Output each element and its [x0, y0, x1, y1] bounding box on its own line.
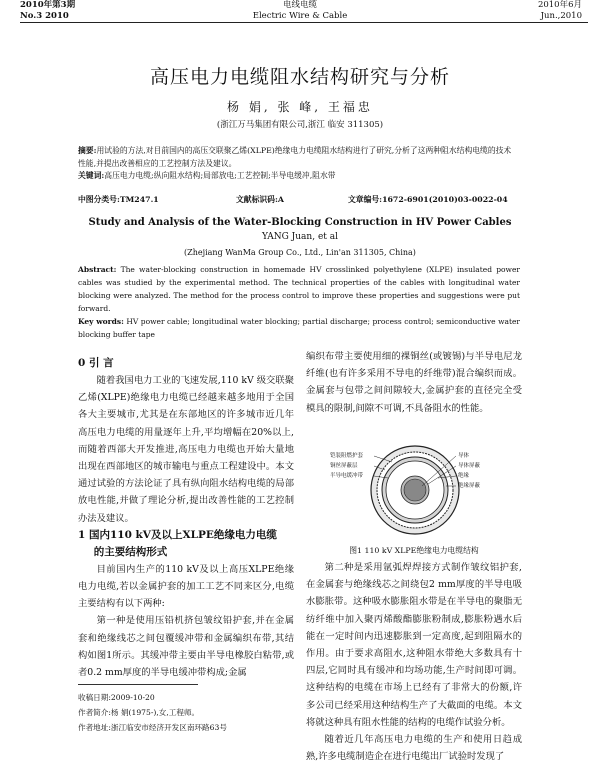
en-keywords-text: HV power cable; longitudinal water blocking; partial discharge; process control; semiconductive water blocking buffer tape	[78, 317, 520, 339]
fig-label-conductor-screen: 导体屏蔽	[458, 463, 481, 469]
paragraph: 第一种是使用压铅机挤包皱纹铅护套,并在金属套和绝缘线芯之间包覆缓冲带和金属编织布带,其结构如图1所示。其缓冲带主要由半导电橡胶白粘带,或者0.2 mm厚度的半导电缓冲带构成;金属	[78, 615, 294, 679]
received-date: 收稿日期:2009-10-20	[78, 693, 155, 702]
running-header	[0, 0, 600, 22]
paragraph: 编织布带主要使用细的裸铜丝(或镀锡)与半导电尼龙纤维(也有许多采用不导电的纤维带)混合编织而成。金属套与包带之间间隙较大,金属护套的直径完全受模具的限制,间隙不可调,不具备阻水的性能。	[306, 351, 522, 414]
right-column-lower	[306, 559, 522, 765]
fig-label-insulation-screen: 绝缘屏蔽	[458, 483, 481, 489]
en-abstract-label: Abstract:	[78, 265, 117, 274]
en-abstract-block	[78, 263, 520, 341]
fig-label-copper-screen: 铜丝屏蔽层	[330, 463, 358, 469]
section-heading-structure: 1 国内110 kV及以上XLPE绝缘电力电缆	[78, 528, 277, 541]
section-heading-intro: 0 引 言	[78, 357, 114, 369]
english-authors: YANG Juan, et al	[261, 232, 338, 242]
paragraph: 随着近几年高压电力电缆的生产和使用日趋成熟,许多电缆制造企在进行电缆出厂试验时发现了	[306, 734, 522, 763]
footnote-rule	[78, 684, 198, 685]
cn-abstract-block	[78, 145, 518, 183]
fig-label-buffer-tape: 半导电缓冲带	[330, 473, 364, 479]
en-abstract-text: The water-blocking construction in homemade HV crosslinked polyethylene (XLPE) insulated power cables was studied by the experimental method. The technical properties of the cables with longitudinal water blocking were analyzed. The method for the process control to improve these properties and suggestions were put forward.	[78, 265, 520, 313]
fig-label-conductor: 导体	[458, 453, 470, 459]
paragraph: 目前国内生产的110 kV及以上高压XLPE绝缘电力电缆,若以金属护套的加工工艺不同来区分,电缆主要结构有以下两种:	[78, 563, 294, 610]
paper-authors: 杨 娟, 张 峰, 王福忠	[227, 100, 373, 114]
clc-number: 中图分类号:TM247.1	[78, 195, 159, 204]
paragraph: 随着我国电力工业的飞速发展,110 kV 级交联聚乙烯(XLPE)绝缘电力电缆已经越来越多地用于全国各大主要城市,尤其是在东部地区的许多城市近几年高压电力电缆的用量逐年上升,平均增幅在20%以上,而随着西部大开发推进,高压电力电缆也开始大量地出现在西部地区的城市输电与重点工程建设中。本文通过试验的方法论证了具有纵向阻水结构电缆的局部放电性能,并做了理论分析,提出改善性能的工艺控制办法及建议。	[78, 375, 294, 524]
left-column	[78, 355, 294, 681]
cn-abstract	[78, 145, 518, 170]
conductor-core	[404, 479, 426, 501]
issue-date-cn: 2010年6月	[537, 0, 582, 10]
journal-name-cn: 电线电缆	[282, 0, 317, 10]
english-affiliation: (Zhejiang WanMa Group Co., Ltd., Lin'an 311305, China)	[184, 248, 416, 257]
document-code: 文献标识码:A	[236, 195, 284, 204]
footnote	[78, 690, 308, 735]
right-column	[306, 348, 522, 417]
english-title: Study and Analysis of the Water-Blocking Construction in HV Power Cables	[88, 217, 512, 228]
en-keywords	[78, 315, 520, 341]
author-bio: 作者简介:杨 娟(1975-),女,工程师。	[78, 708, 200, 717]
journal-name-en: Electric Wire & Cable	[252, 11, 348, 21]
fig-label-insulation: 绝缘	[458, 473, 470, 479]
en-keywords-label: Key words:	[78, 317, 124, 326]
article-number: 文章编号:1672-6901(2010)03-0022-04	[348, 195, 508, 204]
issue-date-en: Jun.,2010	[540, 11, 582, 21]
fig-label-sheath: 铠装阻燃护套	[330, 453, 364, 459]
figure-caption: 图1 110 kV XLPE绝缘电力电缆结构	[349, 546, 479, 555]
en-abstract	[78, 263, 520, 315]
affiliation: (浙江万马集团有限公司,浙江 临安 311305)	[216, 120, 384, 130]
cn-abstract-text: 用试验的方法,对目前国内的高压交联聚乙烯(XLPE)绝缘电力电缆阻水结构进行了研究,分析了这两种阻水结构电缆的技术性能,并提出改善相应的工艺控制方法及建议。	[78, 146, 512, 168]
paper-title: 高压电力电缆阻水结构研究与分析	[149, 66, 450, 88]
cn-keywords-label: 关键词:	[78, 171, 105, 180]
author-address: 作者地址:浙江临安市经济开发区南环路63号	[78, 723, 227, 732]
section-heading-structure-cont: 的主要结构形式	[93, 545, 168, 558]
issue-label: 2010年第3期	[20, 0, 76, 10]
paragraph: 第二种是采用氩弧焊焊接方式制作皱纹铝护套,在金属套与绝缘线芯之间绕包2 mm厚度的半导电吸水膨胀带。这种吸水膨胀阻水带是在半导电的聚脂无纺纤维中加入聚丙烯酸酯膨胀粉制成,膨胀粉遇水后能在一定时间内迅速膨胀到一定高度,起到阻隔水的作用。由于要求高阻水,这种阻水带绝大多数具有十四层,它同时具有缓冲和均场功能,生产时间即可调。这种结构的电缆在市场上已经有了非常大的份额,许多公司已经采用这种结构生产了大截面的电缆。本文将就这种具有阻水性能的结构的电缆作试验分析。	[306, 562, 522, 728]
cn-keywords	[78, 170, 518, 183]
cable-cross-section-figure	[330, 440, 500, 540]
issue-number: No.3 2010	[20, 11, 69, 21]
classification-meta	[78, 194, 518, 206]
cn-abstract-label: 摘要:	[78, 146, 97, 155]
header-rule	[20, 22, 588, 23]
cn-keywords-text: 高压电力电缆;纵向阻水结构;局部放电;工艺控制;半导电缓冲,阻水带	[104, 171, 336, 180]
